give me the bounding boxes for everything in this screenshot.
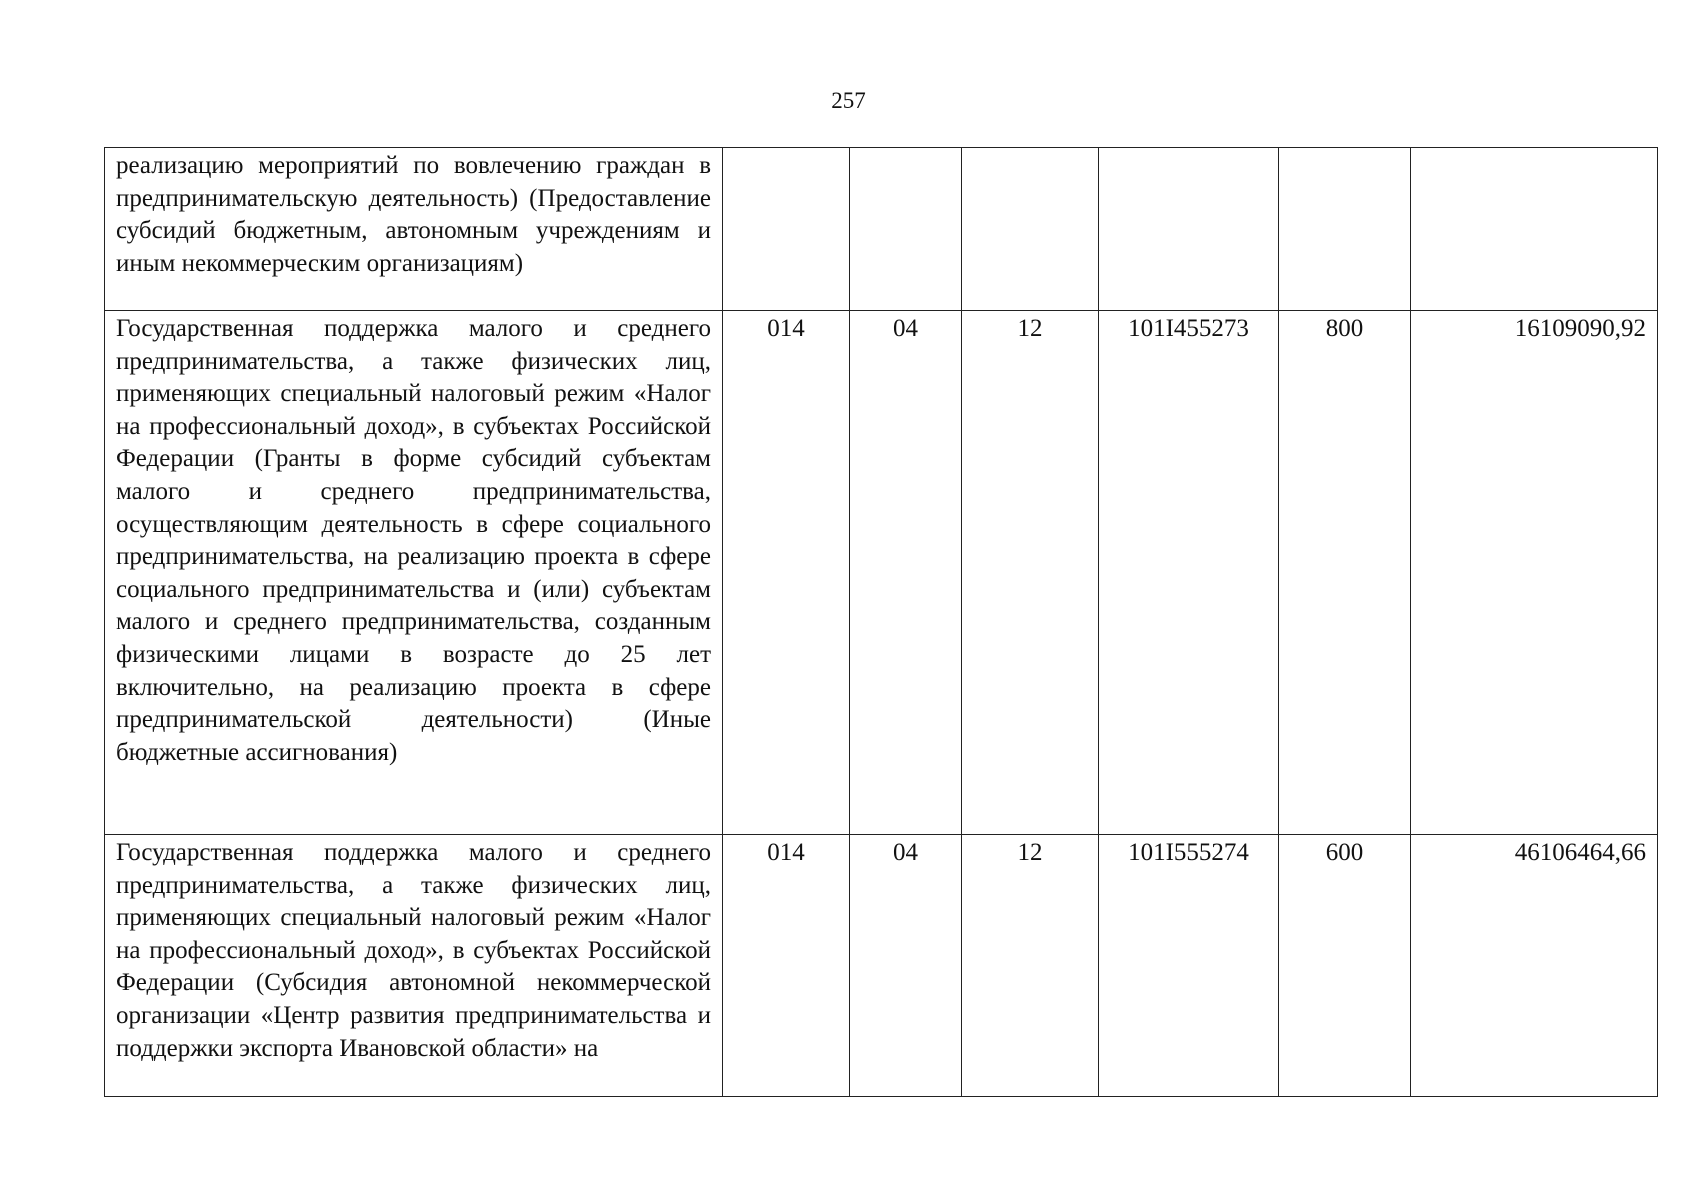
ministry-code: 014 xyxy=(723,311,850,835)
table-row xyxy=(105,148,1658,311)
expense-type-code: 600 xyxy=(1279,835,1411,1097)
row-description: Государственная поддержка малого и среднего предпринимательства, а также физических лиц, применяющих специальный налоговый режим «Налог на профессиональный доход», в субъектах Российской Федерации (Гранты в форме субсидий субъектам малого и среднего предпринимательства, осуществляющим деятельность в сфере социального предпринимательства, на реализацию проекта в сфере социального предпринимательства и (или) субъектам малого и среднего предпринимательства, созданным физическими лицами в возрасте до 25 лет включительно, на реализацию проекта в сфере предпринимательской деятельности) (Иные бюджетные ассигнования) xyxy=(105,311,723,835)
amount xyxy=(1411,148,1658,311)
target-item-code: 101I455273 xyxy=(1099,311,1279,835)
table-row xyxy=(105,311,1658,835)
row-description: реализацию мероприятий по вовлечению граждан в предпринимательскую деятельность) (Предоставление субсидий бюджетным, автономным учреждениям и иным некоммерческим организациям) xyxy=(105,148,723,311)
subsection-code xyxy=(962,148,1099,311)
section-code: 04 xyxy=(850,835,962,1097)
target-item-code xyxy=(1099,148,1279,311)
subsection-code: 12 xyxy=(962,311,1099,835)
expense-type-code xyxy=(1279,148,1411,311)
amount: 16109090,92 xyxy=(1411,311,1658,835)
section-code: 04 xyxy=(850,311,962,835)
page-number: 257 xyxy=(831,88,866,113)
section-code xyxy=(850,148,962,311)
amount: 46106464,66 xyxy=(1411,835,1658,1097)
target-item-code: 101I555274 xyxy=(1099,835,1279,1097)
expense-type-code: 800 xyxy=(1279,311,1411,835)
row-description: Государственная поддержка малого и среднего предпринимательства, а также физических лиц, применяющих специальный налоговый режим «Налог на профессиональный доход», в субъектах Российской Федерации (Субсидия автономной некоммерческой организации «Центр развития предпринимательства и поддержки экспорта Ивановской области» на xyxy=(105,835,723,1097)
subsection-code: 12 xyxy=(962,835,1099,1097)
ministry-code: 014 xyxy=(723,835,850,1097)
ministry-code xyxy=(723,148,850,311)
budget-table xyxy=(104,147,1658,1097)
table-row xyxy=(105,835,1658,1097)
